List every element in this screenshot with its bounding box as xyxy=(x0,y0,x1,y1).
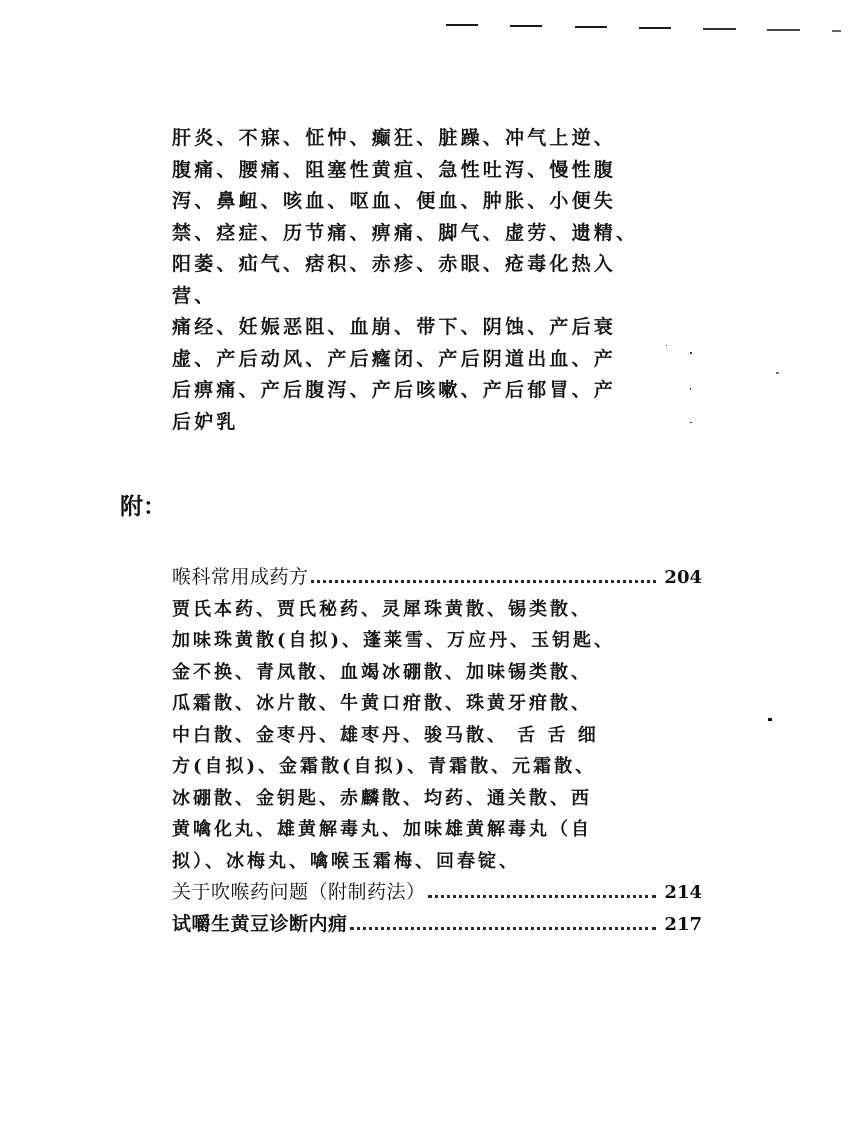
appendix-label: 附： xyxy=(120,494,166,520)
index-line: 痛经、妊娠恶阻、血崩、带下、阴蚀、产后衰 xyxy=(172,316,617,338)
scan-speck xyxy=(690,388,691,390)
header-rule xyxy=(639,27,671,29)
index-line: 营、 xyxy=(172,284,217,307)
toc-sub-line: 冰硼散、金钥匙、赤麟散、均药、通关散、西 xyxy=(172,787,592,809)
toc-entry-title: 关于吹喉药问题（附制药法） xyxy=(172,881,426,903)
toc-sub-line: 金不换、青凤散、血竭冰硼散、加味锡类散、 xyxy=(172,661,592,683)
toc-entry[interactable] xyxy=(172,909,702,941)
toc-sub-line: 瓜霜散、冰片散、牛黄口疳散、珠黄牙疳散、 xyxy=(172,693,592,714)
header-rule xyxy=(575,26,607,28)
scan-speck xyxy=(690,352,692,354)
toc-sub-line: 方(自拟)、金霜散(自拟)、青霜散、元霜散、 xyxy=(172,756,597,777)
scan-speck xyxy=(768,718,772,721)
toc-sub-line: 拟）、冰梅丸、噙喉玉霜梅、回春锭、 xyxy=(172,850,520,872)
toc-dot-leader xyxy=(428,895,657,898)
toc-page-number: 214 xyxy=(664,882,702,903)
scan-speck xyxy=(666,345,667,346)
index-line: 泻、鼻衄、咳血、呕血、便血、肿胀、小便失 xyxy=(172,190,617,212)
toc-entry[interactable] xyxy=(172,562,702,594)
scan-speck xyxy=(776,372,779,374)
index-line: 阳萎、疝气、痞积、赤疹、赤眼、疮毒化热入 xyxy=(172,253,617,275)
toc-entry-title: 试嚼生黄豆诊断内痈 xyxy=(172,912,348,935)
index-line: 后痹痛、产后腹泻、产后咳嗽、产后郁冒、产 xyxy=(172,379,617,401)
header-rule xyxy=(510,25,542,27)
toc-sub-line: 贾氏本药、贾氏秘药、灵犀珠黄散、锡类散、 xyxy=(172,598,592,620)
toc-sub-line: 加味珠黄散(自拟)、蓬莱雪、万应丹、玉钥匙、 xyxy=(172,630,616,651)
toc-sub-line: 黄噙化丸、雄黄解毒丸、加味雄黄解毒丸（自 xyxy=(172,819,592,840)
index-line: 肝炎、不寐、怔忡、癫狂、脏躁、冲气上逆、 xyxy=(172,127,617,149)
index-block xyxy=(172,123,639,438)
header-rule xyxy=(767,29,800,31)
header-rules xyxy=(446,24,866,32)
toc-block xyxy=(172,562,712,940)
index-line: 后妒乳 xyxy=(172,410,239,433)
scan-speck xyxy=(690,422,692,423)
index-line: 虚、产后动风、产后癃闭、产后阴道出血、产 xyxy=(172,347,617,370)
header-rule xyxy=(703,28,736,30)
header-rule xyxy=(832,30,841,32)
toc-dot-leader xyxy=(350,927,657,930)
toc-entry[interactable] xyxy=(172,877,702,909)
header-rule xyxy=(446,24,478,26)
index-line: 禁、痉症、历节痛、痹痛、脚气、虚劳、遗精、 xyxy=(172,221,639,244)
toc-page-number: 204 xyxy=(664,567,702,588)
toc-sub-line: 中白散、金枣丹、雄枣丹、骏马散、 舌 舌 细 xyxy=(172,724,599,746)
toc-entry-title: 喉科常用成药方 xyxy=(172,566,309,588)
index-line: 腹痛、腰痛、阻塞性黄疸、急性吐泻、慢性腹 xyxy=(172,158,617,181)
toc-dot-leader xyxy=(311,580,657,583)
toc-page-number: 217 xyxy=(664,913,702,935)
